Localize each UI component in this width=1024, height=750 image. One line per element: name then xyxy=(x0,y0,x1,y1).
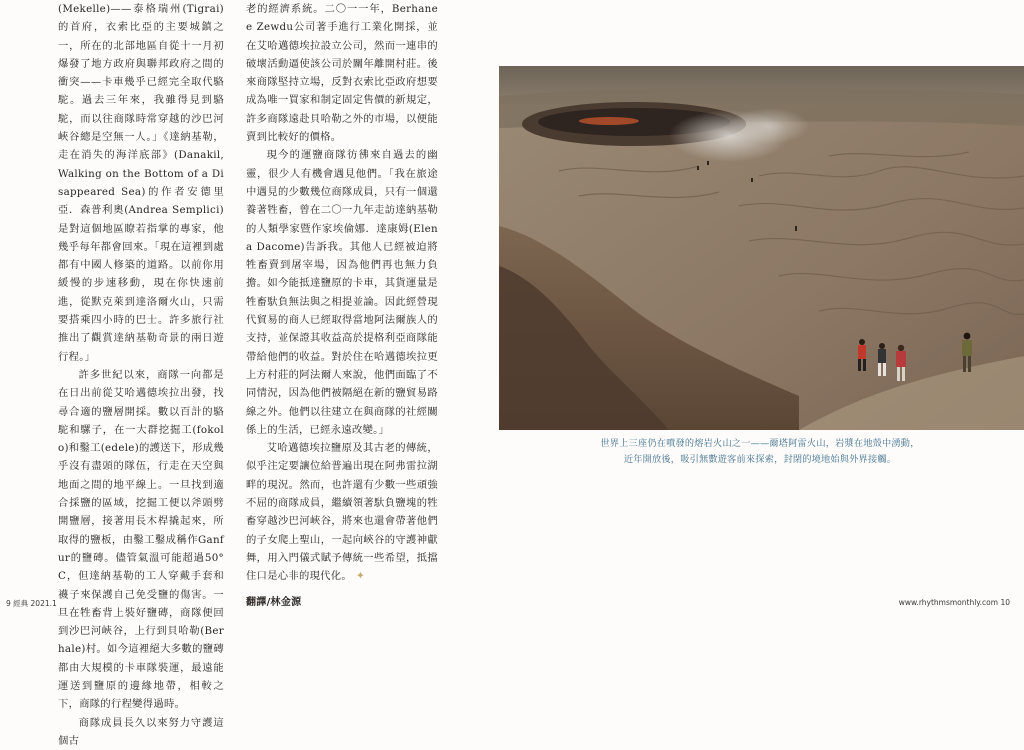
paragraph: 許多世紀以來，商隊一向都是在日出前從艾哈邁德埃拉出發，找尋合適的鹽層開採。數以百計的駱駝和騾子，在一大群挖掘工(fokolo)和鑿工(edele)的護送下，形成幾乎沒有盡頭的隊伍，行走在天空與地面之間的地平線上。一旦找到適合採鹽的區域，挖掘工便以斧頭劈開鹽層，接著用長木桿撬起來，所取得的鹽板，由鑿工鑿成稱作Ganfur的鹽磚。儘管氣溫可能超過50°C，但達納基勒的工人穿戴手套和襪子來保護自己免受鹽的傷害。一旦在牲畜背上裝好鹽磚，商隊便回到沙巴河峽谷，上行到貝哈勒(Berhale)村。如今這裡絕大多數的鹽磚都由大規模的卡車隊裝運，最遠能運送到鹽原的邊緣地帶，相較之下，商隊的行程變得過時。 xyxy=(58,368,224,711)
volcano-photo xyxy=(499,66,1024,430)
paragraph: 商隊成員長久以來努力守護這個古 xyxy=(58,716,224,747)
page-folio-right: www.rhythmsmonthly.com 10 xyxy=(898,598,1010,607)
paragraph-text: 艾哈邁德埃拉鹽原及其古老的傳統，似乎注定要讓位給普遍出現在阿弗雷拉湖畔的現況。然而，也許還有少數一些頑強不屈的商隊成員，繼續領著馱負鹽塊的牲畜穿越沙巴河峽谷，將來也還會帶著他們的子女爬上聖山，一起向峽谷的守護神獻舞，用入門儀式賦予傳統一些希望，抵擋住口是心非的現代化。 xyxy=(246,442,438,583)
photo-caption xyxy=(520,436,1000,468)
paragraph: 老的經濟系統。二〇一一年，Berhane e Zewdu公司著手進行工業化開採，並在艾哈邁德埃拉設立公司，然而一連串的破壞活動逼使該公司於關年離開村莊。後來商隊堅持立場，反對衣索比亞政府想要成為唯一買家和制定固定售價的新規定，許多商隊遠赴貝哈勒之外的市場，以便能賣到比較好的價格。 xyxy=(246,3,438,144)
article-right-column xyxy=(246,0,438,612)
volcanic-smoke xyxy=(729,108,809,144)
translator-credit: 翻譯/林金源 xyxy=(246,596,302,608)
volcano-landscape-image xyxy=(499,66,1024,430)
paragraph: 現今的運鹽商隊彷彿來自過去的幽靈，很少人有機會遇見他們。「我在旅途中遇見的少數幾位商隊成員，只有一個還養著牲畜，曾在二〇一九年走訪達納基勒的人類學家暨作家埃倫娜．達康姆(Elena Dacome)告訴我。其他人已經被迫將牲畜賣到屠宰場，因為他們再也無力負擔。如今能抵達鹽原的卡車，其貨運量是牲畜馱負無法與之相提並論。因此經營現代貿易的商人已經取得當地阿法爾族人的支持，並保證其收益高於提格利亞商隊能帶給他們的收益。對於住在哈邁德埃拉更上方村莊的阿法爾人來說，他們面臨了不同情況，因為他們被隔絕在新的鹽貿易路線之外。他們以往建立在與商隊的社經關係上的生活，已經永遠改變。」 xyxy=(246,149,438,436)
caption-line: 世界上三座仍在噴發的熔岩火山之一——爾塔阿雷火山，岩漿在地殼中湧動， xyxy=(600,438,920,449)
paragraph: (Mekelle)——泰格瑞州(Tigrai)的首府，衣索比亞的主要城鎮之一，所在的北部地區自從十一月初爆發了地方政府與聯邦政府之間的衝突——卡車幾乎已經完全取代駱駝。過去三年來，我雖得見到駱駝，而以往商隊時常穿越的沙巴河峽谷總是空無一人。」《達納基勒，走在消失的海洋底部》(Danakil, Walking on the Bottom of a Disappeared Sea)的作者安德里亞．森普利奧(Andrea Semplici)是對這個地區瞭若指掌的專家，他幾乎每年都會回來。「現在這裡到處都有中國人修築的道路。以前你用緩慢的步速移動，現在你快速前進，從默克萊到達洛爾火山，只需要搭乘四小時的巴士。許多旅行社推出了觀賞達納基勒奇景的兩日遊行程。」 xyxy=(58,3,224,363)
article-left-column xyxy=(58,0,224,750)
lava-glow xyxy=(579,117,639,125)
caption-line: 近年開放後，吸引無數遊客前來探索，封閉的境地始與外界接觸。 xyxy=(623,454,897,465)
end-mark-icon: ✦ xyxy=(355,570,365,583)
page-folio-left: 9 經典 2021.1 xyxy=(6,599,57,608)
paragraph xyxy=(246,439,438,585)
